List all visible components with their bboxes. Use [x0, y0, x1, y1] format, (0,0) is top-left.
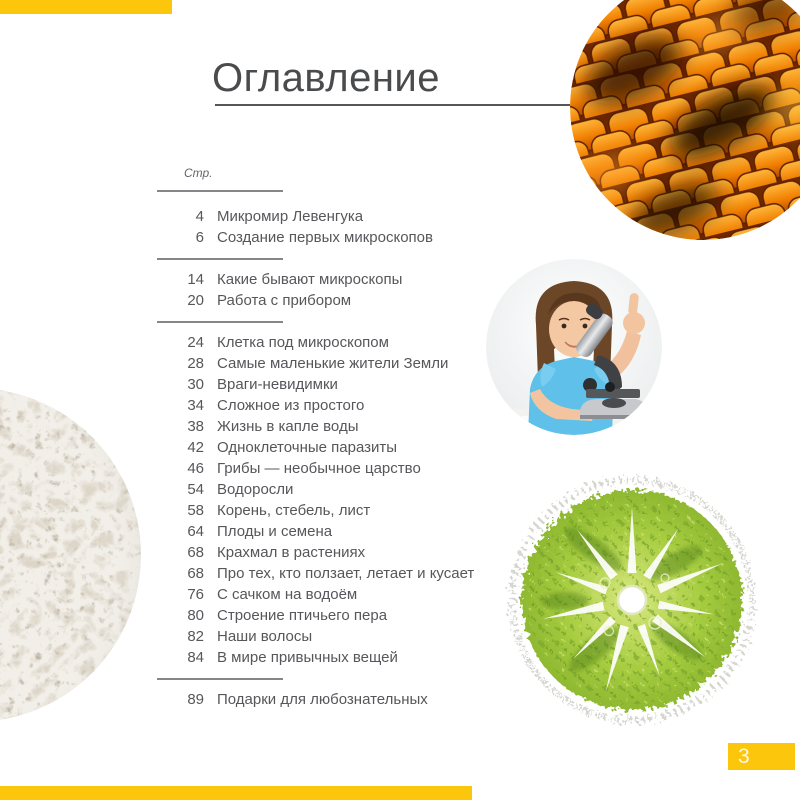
toc-entry-title: Плоды и семена: [217, 523, 333, 540]
toc-entry-page-number: 14: [187, 271, 204, 288]
title-underline: [215, 104, 570, 106]
toc-entry[interactable]: [157, 584, 487, 605]
toc-entry-title: Сложное из простого: [217, 397, 365, 414]
toc-entry-title: Водоросли: [217, 481, 294, 498]
toc-entry-title: Подарки для любознательных: [217, 691, 428, 708]
toc-entry-title: Грибы — необычное царство: [217, 460, 421, 477]
toc-entry[interactable]: [157, 479, 487, 500]
toc-entry-page-number: 84: [187, 649, 204, 666]
toc-entry-title: Самые маленькие жители Земли: [217, 355, 449, 372]
section-divider: [157, 321, 283, 323]
toc-entry-title: С сачком на водоём: [217, 586, 358, 603]
toc-entry[interactable]: [157, 626, 487, 647]
toc-entry-page-number: 20: [187, 292, 204, 309]
girl-with-microscope-illustration: [486, 259, 662, 435]
toc-entry-page-number: 24: [187, 334, 204, 351]
toc-entry-page-number: 58: [187, 502, 204, 519]
page-column-header: Стр.: [184, 166, 213, 180]
toc-entry-page-number: 80: [187, 607, 204, 624]
toc-entry-page-number: 68: [187, 544, 204, 561]
section-divider: [157, 678, 283, 680]
toc-entry[interactable]: [157, 227, 487, 248]
toc-entry-title: В мире привычных вещей: [217, 649, 398, 666]
toc-entry-title: Враги-невидимки: [217, 376, 338, 393]
toc-entry-page-number: 28: [187, 355, 204, 372]
toc-entry-title: Крахмал в растениях: [217, 544, 366, 561]
toc-entry[interactable]: [157, 416, 487, 437]
toc-entry-title: Жизнь в капле воды: [217, 418, 359, 435]
toc-list: [157, 206, 487, 710]
column-header-underline: [157, 190, 283, 192]
toc-entry[interactable]: [157, 458, 487, 479]
toc-entry-page-number: 89: [187, 691, 204, 708]
toc-entry-page-number: 4: [195, 208, 204, 225]
toc-entry-title: Создание первых микроскопов: [217, 229, 433, 246]
toc-entry[interactable]: [157, 374, 487, 395]
toc-entry-title: Про тех, кто ползает, летает и кусает: [217, 565, 475, 582]
page-number-badge: 3: [728, 743, 795, 770]
toc-entry-page-number: 64: [187, 523, 204, 540]
toc-entry-page-number: 54: [187, 481, 204, 498]
toc-entry-title: Строение птичьего пера: [217, 607, 388, 624]
bottom-accent-bar: [0, 786, 472, 800]
toc-entry-page-number: 30: [187, 376, 204, 393]
toc-entry-title: Одноклеточные паразиты: [217, 439, 398, 456]
toc-entry[interactable]: [157, 647, 487, 668]
toc-entry-page-number: 6: [195, 229, 204, 246]
fibrous-structure-photo: [0, 388, 141, 722]
toc-entry-page-number: 68: [187, 565, 204, 582]
toc-entry-page-number: 46: [187, 460, 204, 477]
toc-entry[interactable]: [157, 332, 487, 353]
section-divider: [157, 258, 283, 260]
toc-entry-title: Работа с прибором: [217, 292, 352, 309]
toc-entry[interactable]: [157, 521, 487, 542]
toc-entry[interactable]: [157, 206, 487, 227]
toc-entry-page-number: 38: [187, 418, 204, 435]
toc-entry-page-number: 76: [187, 586, 204, 603]
toc-entry-title: Какие бывают микроскопы: [217, 271, 403, 288]
toc-entry[interactable]: [157, 605, 487, 626]
toc-entry-title: Наши волосы: [217, 628, 313, 645]
toc-entry-page-number: 34: [187, 397, 204, 414]
toc-entry-page-number: 42: [187, 439, 204, 456]
toc-entry[interactable]: [157, 437, 487, 458]
toc-entry[interactable]: [157, 395, 487, 416]
toc-entry[interactable]: [157, 269, 487, 290]
butterfly-scales-illustration: [570, 0, 800, 240]
toc-entry-page-number: 82: [187, 628, 204, 645]
fibrous-structure-illustration: [0, 388, 141, 722]
algae-cell-illustration: [505, 473, 760, 728]
top-accent-bar: [0, 0, 172, 14]
toc-entry[interactable]: [157, 689, 487, 710]
toc-entry[interactable]: [157, 353, 487, 374]
page-title: Оглавление: [212, 56, 441, 100]
toc-entry-title: Микромир Левенгука: [217, 208, 364, 225]
toc-entry[interactable]: [157, 290, 487, 311]
toc-entry-title: Клетка под микроскопом: [217, 334, 389, 351]
toc-entry-title: Корень, стебель, лист: [217, 502, 371, 519]
toc-entry[interactable]: [157, 542, 487, 563]
toc-entry[interactable]: [157, 500, 487, 521]
toc-entry[interactable]: [157, 563, 487, 584]
algae-cell-photo: [505, 473, 760, 728]
butterfly-scales-photo: [570, 0, 800, 240]
girl-with-microscope-photo: [486, 259, 662, 435]
